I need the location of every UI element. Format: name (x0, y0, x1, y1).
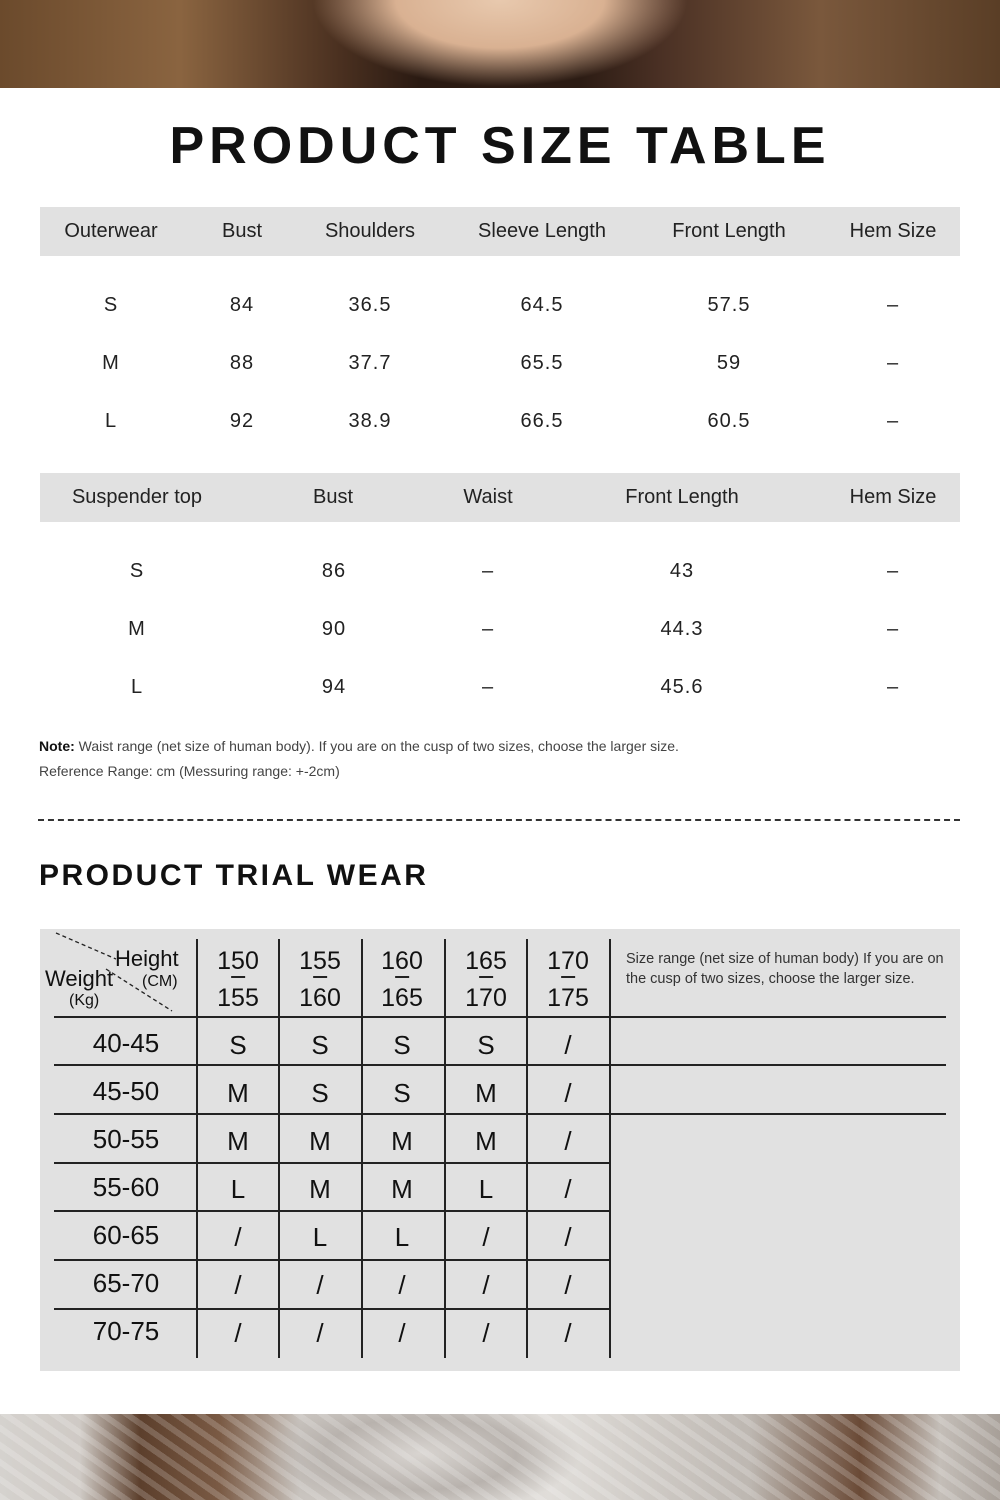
range-dash (479, 976, 493, 978)
size-cell: M (227, 1126, 249, 1156)
value-cell: 37.7 (348, 352, 392, 374)
size-cell: L (394, 1222, 410, 1252)
height-range-end: 160 (299, 984, 341, 1012)
value-cell: 90 (321, 618, 347, 640)
value-cell: 92 (229, 410, 255, 432)
height-range-header (217, 943, 259, 1017)
weight-axis-label: Weight (45, 966, 114, 991)
note-label: Note: (39, 738, 75, 754)
weight-range-cell: 70-75 (92, 1316, 160, 1346)
size-cell: / (234, 1318, 242, 1348)
weight-range-cell: 60-65 (92, 1220, 160, 1250)
value-cell: – (886, 560, 900, 582)
height-range-header (381, 943, 423, 1017)
outerwear-header-cell: Front Length (672, 220, 786, 242)
height-range-start: 155 (299, 947, 341, 975)
height-range-start: 165 (465, 947, 507, 975)
grid-line (444, 939, 446, 1358)
grid-line (54, 1064, 946, 1066)
height-range-header (465, 943, 507, 1017)
value-cell: 86 (321, 560, 347, 582)
model-photo-top (0, 0, 1000, 88)
size-cell: / (482, 1222, 490, 1252)
value-cell: – (886, 294, 900, 316)
size-cell: S (129, 560, 145, 582)
grid-line (54, 1259, 610, 1261)
size-cell: S (311, 1030, 329, 1060)
size-cell: / (316, 1318, 324, 1348)
range-dash (313, 976, 327, 978)
size-cell: / (564, 1222, 572, 1252)
value-cell: – (886, 410, 900, 432)
grid-line (609, 939, 611, 1358)
range-dash (231, 976, 245, 978)
size-cell: L (312, 1222, 328, 1252)
section-divider (38, 819, 960, 821)
outerwear-header-cell: Sleeve Length (478, 220, 606, 242)
value-cell: – (481, 676, 495, 698)
suspender-header-cell: Front Length (625, 486, 739, 508)
grid-line (54, 1162, 610, 1164)
height-unit-label: (CM) (142, 973, 178, 990)
trial-wear-title: PRODUCT TRIAL WEAR (39, 859, 429, 892)
value-cell: 65.5 (520, 352, 564, 374)
size-cell: / (564, 1270, 572, 1300)
size-cell: L (478, 1174, 494, 1204)
height-range-end: 170 (465, 984, 507, 1012)
trial-side-note: Size range (net size of human body) If you are on the cusp of two sizes, choose the larger size. (626, 951, 944, 987)
height-range-start: 160 (381, 947, 423, 975)
range-dash (561, 976, 575, 978)
height-range-header (299, 943, 341, 1017)
suspender-header-row (40, 473, 960, 522)
height-axis-label: Height (115, 946, 179, 971)
value-cell: 57.5 (707, 294, 751, 316)
outerwear-header-row (40, 207, 960, 256)
size-cell: M (475, 1126, 497, 1156)
range-dash (395, 976, 409, 978)
weight-range-cell: 40-45 (92, 1028, 160, 1058)
value-cell: 36.5 (348, 294, 392, 316)
size-cell: / (316, 1270, 324, 1300)
grid-line (361, 939, 363, 1358)
size-cell: / (482, 1318, 490, 1348)
height-range-end: 165 (381, 984, 423, 1012)
grid-line (54, 1113, 946, 1115)
size-cell: S (103, 294, 119, 316)
outerwear-header-cell: Outerwear (64, 220, 158, 242)
size-cell: / (564, 1174, 572, 1204)
size-cell: / (398, 1270, 406, 1300)
size-cell: M (309, 1174, 331, 1204)
suspender-header-cell: Hem Size (849, 486, 937, 508)
size-cell: M (475, 1078, 497, 1108)
size-cell: / (564, 1030, 572, 1060)
height-range-header (547, 943, 589, 1017)
size-cell: M (391, 1126, 413, 1156)
value-cell: – (481, 560, 495, 582)
size-cell: M (102, 352, 120, 374)
size-cell: / (564, 1318, 572, 1348)
weight-range-cell: 50-55 (92, 1124, 160, 1154)
height-range-end: 155 (217, 984, 259, 1012)
grid-line (526, 939, 528, 1358)
outerwear-header-cell: Shoulders (324, 220, 416, 242)
weight-range-cell: 45-50 (92, 1076, 160, 1106)
size-cell: M (309, 1126, 331, 1156)
weight-range-cell: 65-70 (92, 1268, 160, 1298)
value-cell: 45.6 (660, 676, 704, 698)
lace-photo-bottom (0, 1414, 1000, 1500)
size-cell: / (482, 1270, 490, 1300)
size-note (39, 738, 679, 754)
suspender-header-cell: Bust (312, 486, 354, 508)
size-cell: L (230, 1174, 246, 1204)
size-cell: M (128, 618, 146, 640)
height-range-start: 170 (547, 947, 589, 975)
grid-line (278, 939, 280, 1358)
size-cell: S (477, 1030, 495, 1060)
value-cell: 59 (716, 352, 742, 374)
note-text: Waist range (net size of human body). If you are on the cusp of two sizes, choose the larger size. (74, 738, 679, 754)
size-cell: / (564, 1078, 572, 1108)
grid-line (54, 1210, 610, 1212)
size-cell: S (229, 1030, 247, 1060)
height-range-end: 175 (547, 984, 589, 1012)
height-range-start: 150 (217, 947, 259, 975)
value-cell: 84 (229, 294, 255, 316)
page-title: PRODUCT SIZE TABLE (169, 117, 831, 175)
suspender-header-cell: Suspender top (71, 486, 203, 508)
size-cell: / (398, 1318, 406, 1348)
grid-line (54, 1308, 610, 1310)
value-cell: – (886, 352, 900, 374)
value-cell: 60.5 (707, 410, 751, 432)
value-cell: 64.5 (520, 294, 564, 316)
size-cell: L (104, 410, 118, 432)
outerwear-header-cell: Bust (221, 220, 263, 242)
value-cell: 94 (321, 676, 347, 698)
weight-unit-label: (Kg) (69, 992, 100, 1009)
outerwear-header-cell: Hem Size (849, 220, 937, 242)
size-cell: M (391, 1174, 413, 1204)
size-cell: S (393, 1078, 411, 1108)
size-cell: M (227, 1078, 249, 1108)
size-cell: / (234, 1270, 242, 1300)
grid-line (196, 939, 198, 1358)
value-cell: 66.5 (520, 410, 564, 432)
size-cell: L (130, 676, 144, 698)
value-cell: 88 (229, 352, 255, 374)
value-cell: 43 (669, 560, 695, 582)
value-cell: – (886, 618, 900, 640)
size-cell: / (564, 1126, 572, 1156)
value-cell: 44.3 (660, 618, 704, 640)
grid-line (54, 1016, 946, 1018)
size-cell: S (393, 1030, 411, 1060)
value-cell: – (886, 676, 900, 698)
size-cell: S (311, 1078, 329, 1108)
size-cell: / (234, 1222, 242, 1252)
weight-range-cell: 55-60 (92, 1172, 160, 1202)
reference-range-note: Reference Range: cm (Messuring range: +-2cm) (39, 763, 340, 779)
value-cell: 38.9 (348, 410, 392, 432)
value-cell: – (481, 618, 495, 640)
suspender-header-cell: Waist (463, 486, 513, 508)
